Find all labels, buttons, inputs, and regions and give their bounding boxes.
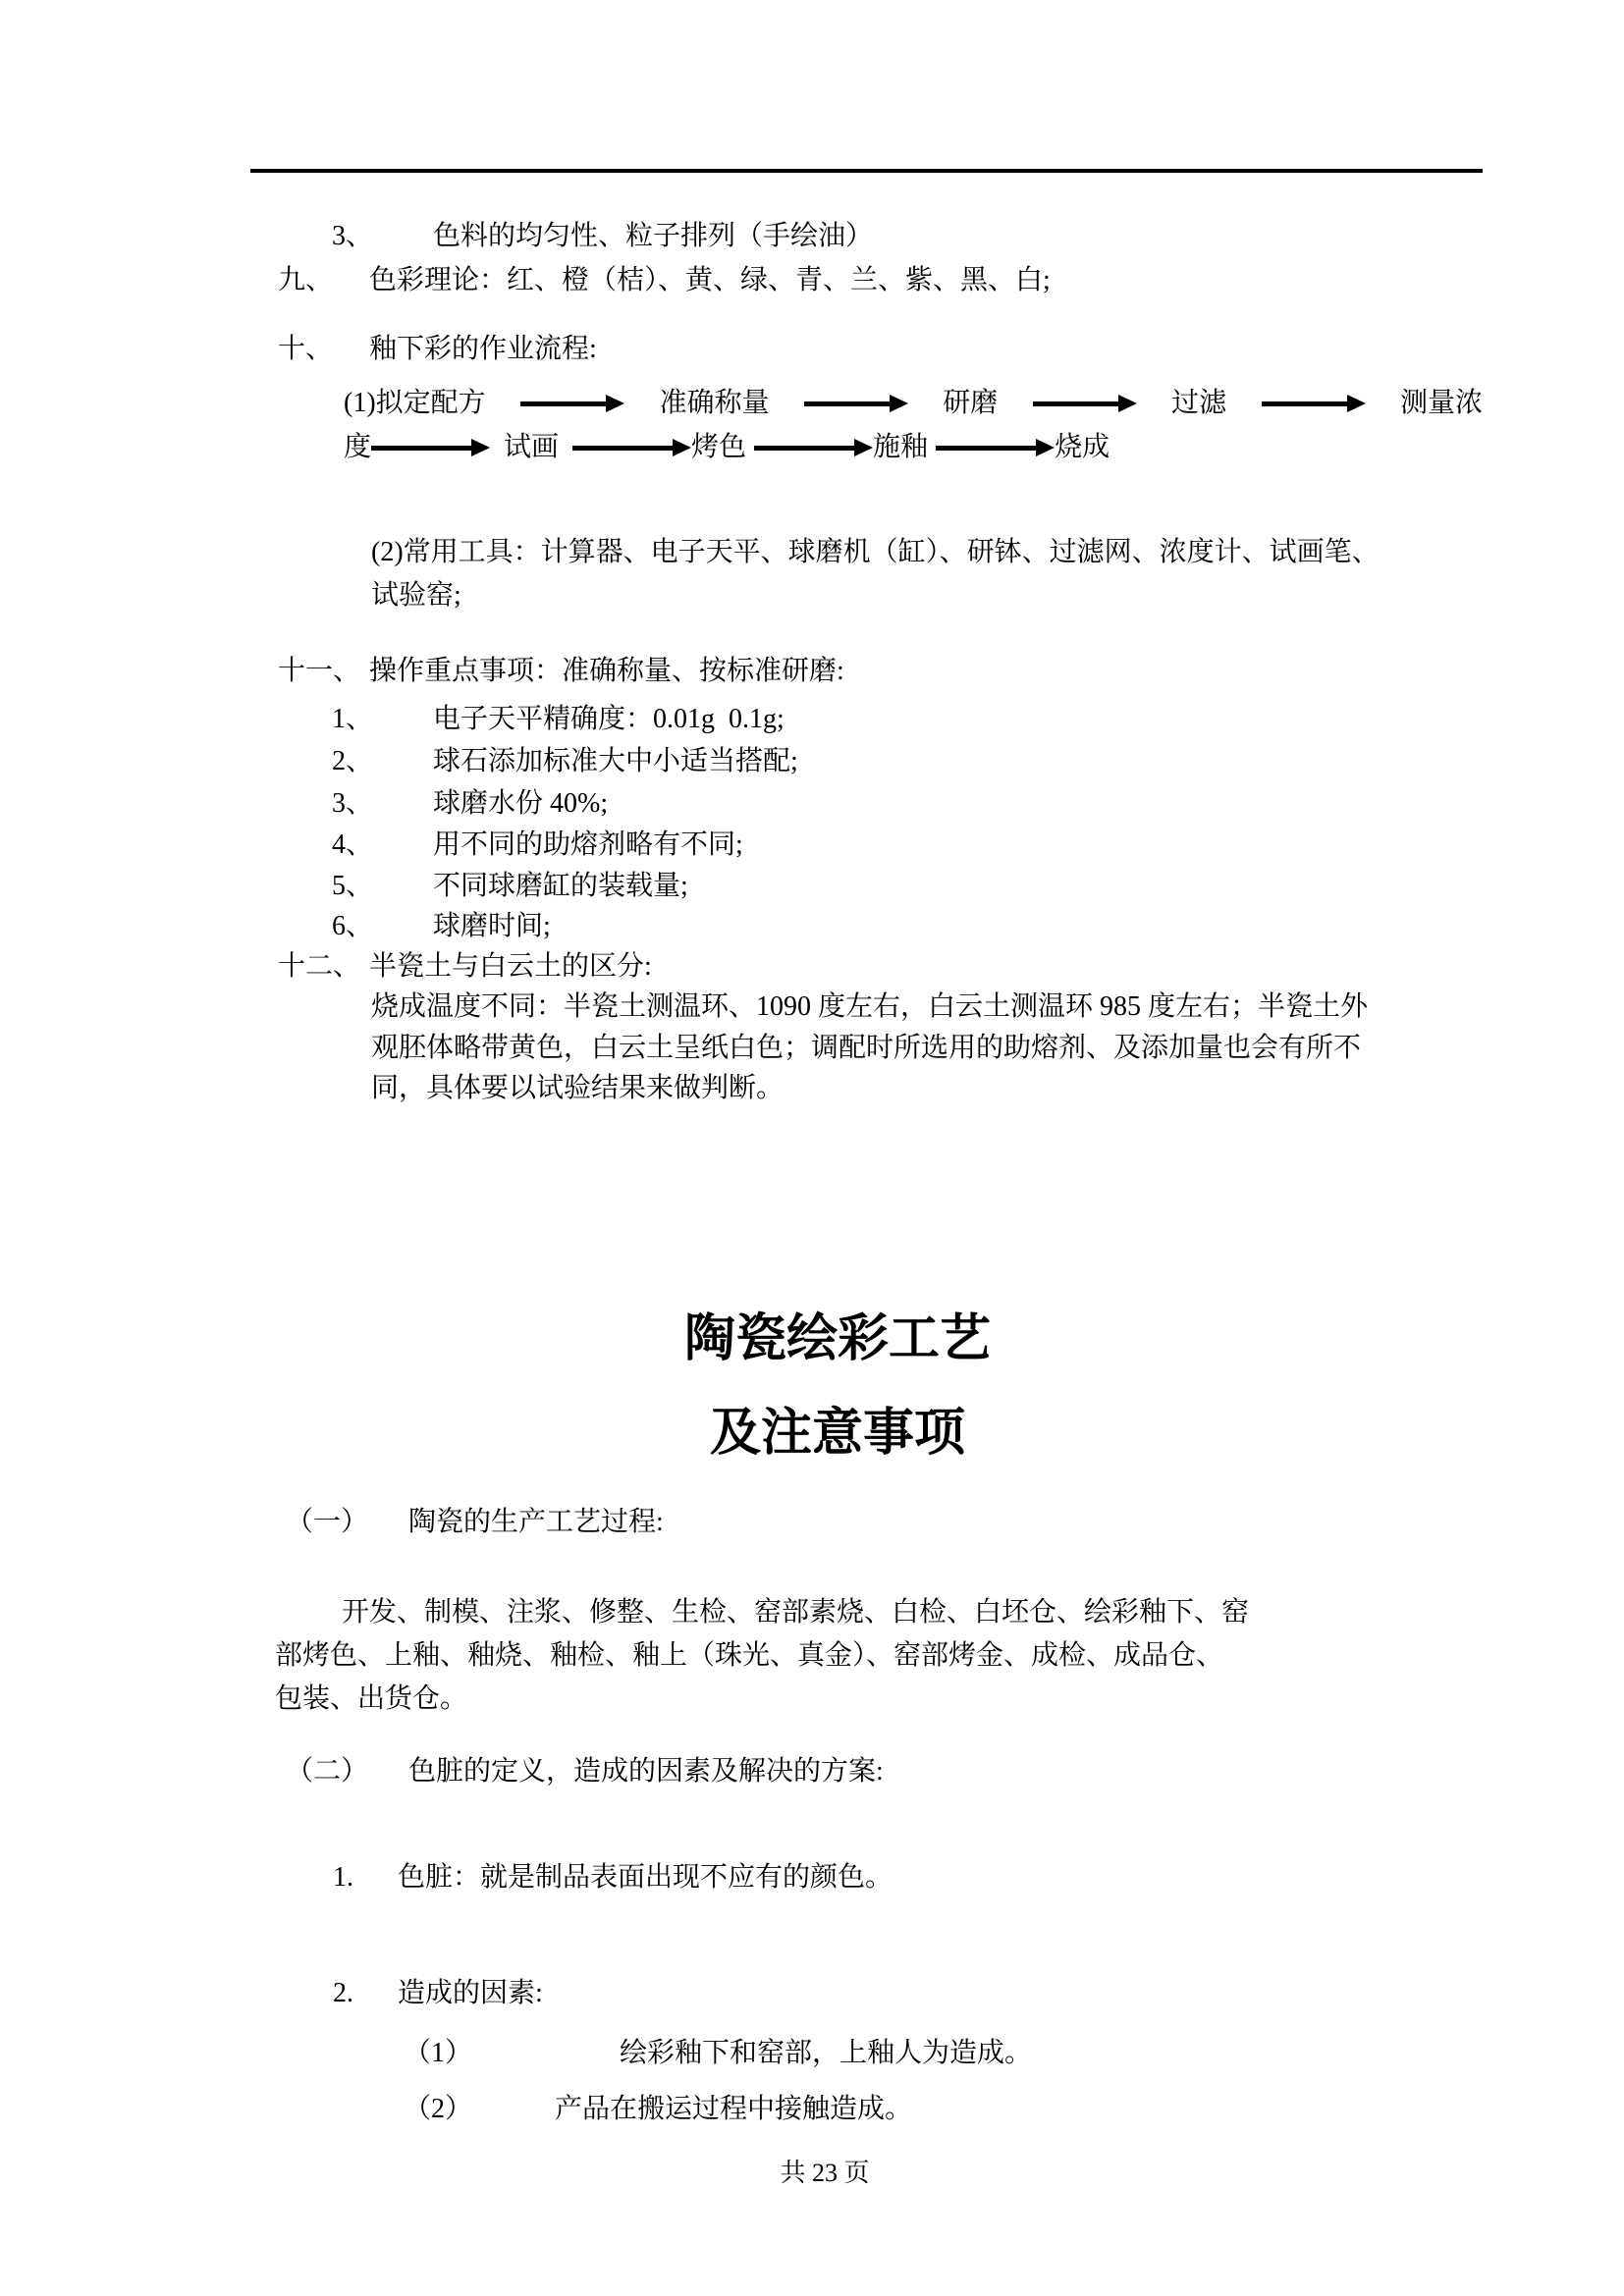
- item-text: 色脏：就是制品表面出现不应有的颜色。: [398, 1862, 893, 1893]
- section-text: 半瓷土与白云土的区分:: [369, 951, 652, 982]
- numbered-item-1: [305, 1828, 893, 1928]
- page-footer: [0, 2126, 1624, 2220]
- arrow-shaft: [754, 446, 854, 451]
- paragraph-line: [344, 1039, 784, 1139]
- arrow-right-icon: [1262, 395, 1366, 412]
- arrow-right-icon: [804, 395, 908, 412]
- flow-step: (1)拟定配方: [344, 388, 486, 418]
- arrow-shaft: [1262, 401, 1347, 406]
- list-item-number: 3、: [332, 788, 374, 819]
- sub-item-text: 绘彩釉下和窑部，上釉人为造成。: [620, 2038, 1033, 2068]
- item-text: 造成的因素:: [398, 1978, 543, 2008]
- list-item-number: 1、: [332, 704, 374, 734]
- paragraph-text: 观胚体略带黄色，白云土呈纸白色；调配时所选用的助熔剂、及添加量也会有所不: [371, 1033, 1362, 1063]
- part-number: （二）: [286, 1756, 369, 1787]
- section-text: 釉下彩的作业流程:: [369, 334, 597, 364]
- list-item-text: 色料的均匀性、粒子排列（手绘油）: [433, 221, 874, 251]
- arrow-shaft: [371, 446, 471, 451]
- arrow-head: [1118, 395, 1137, 412]
- tools-line-1: [344, 503, 1380, 603]
- part-heading-text: 色脏的定义，造成的因素及解决的方案:: [408, 1756, 884, 1787]
- sub-item-number: （2）: [404, 2094, 473, 2124]
- section-text: 操作重点事项：准确称量、按标准研磨:: [369, 656, 844, 686]
- page-count-text: 共 23 页: [780, 2159, 870, 2187]
- flow-row-2: [344, 430, 1110, 465]
- flow-step: 研磨: [943, 388, 999, 418]
- arrow-head: [890, 395, 908, 412]
- flow-step: 烤色: [691, 432, 747, 462]
- section-number: 九、: [278, 265, 334, 295]
- flow-step: 施釉: [873, 432, 929, 462]
- paragraph-text: 包装、出货仓。: [275, 1683, 468, 1714]
- list-item-text: 球磨时间;: [433, 911, 551, 941]
- part-1-heading: [258, 1472, 664, 1573]
- section-number: 十二、: [278, 951, 361, 982]
- list-item-number: 6、: [332, 911, 374, 941]
- list-item-text: 电子天平精确度：0.01g 0.1g;: [433, 704, 785, 734]
- arrow-right-icon: [520, 395, 624, 412]
- item-number: 2.: [333, 1978, 353, 2008]
- flow-step: 测量浓: [1399, 388, 1483, 418]
- arrow-head: [854, 439, 873, 456]
- paragraph-text: 部烤色、上釉、釉烧、釉检、釉上（珠光、真金）、窑部烤金、成检、成品仓、: [275, 1640, 1224, 1671]
- flow-step: 准确称量: [659, 388, 770, 418]
- list-item-number: 4、: [332, 829, 374, 860]
- header-rule: [250, 169, 1483, 173]
- arrow-right-icon: [371, 439, 490, 456]
- section-text: 色彩理论：红、橙（桔）、黄、绿、青、兰、紫、黑、白;: [369, 265, 1051, 295]
- tools-text: 试验窑;: [371, 580, 461, 611]
- flow-step: 试画: [504, 432, 560, 462]
- flow-row-1: [344, 386, 1483, 421]
- flow-step: 烧成: [1055, 432, 1110, 462]
- section-10: [250, 299, 597, 400]
- arrow-shaft: [936, 446, 1036, 451]
- list-item-text: 用不同的助熔剂略有不同;: [433, 829, 743, 860]
- arrow-head: [471, 439, 490, 456]
- section-number: 十、: [278, 334, 334, 364]
- part-2-heading: [258, 1722, 884, 1822]
- document-title-line-2: [0, 1343, 1624, 1525]
- list-item-number: 3、: [332, 221, 374, 251]
- arrow-shaft: [572, 446, 673, 451]
- item-number: 1.: [333, 1862, 353, 1893]
- arrow-right-icon: [1033, 395, 1137, 412]
- list-item-text: 不同球磨缸的装载量;: [433, 871, 688, 901]
- list-item-number: 2、: [332, 746, 374, 776]
- sub-item-number: （1）: [404, 2038, 473, 2068]
- flow-step: 过滤: [1171, 388, 1227, 418]
- arrow-head: [1347, 395, 1366, 412]
- title-text: 陶瓷绘彩工艺: [683, 1311, 991, 1367]
- flow-step: 度: [344, 432, 372, 462]
- arrow-shaft: [520, 401, 606, 406]
- arrow-head: [606, 395, 624, 412]
- list-item-number: 5、: [332, 871, 374, 901]
- title-text: 及注意事项: [709, 1406, 965, 1462]
- paragraph-text: 同，具体要以试验结果来做判断。: [371, 1073, 785, 1103]
- list-item-text: 球石添加标准大中小适当搭配;: [433, 746, 798, 776]
- tools-text: (2)常用工具：计算器、电子天平、球磨机（缸）、研钵、过滤网、浓度计、试画笔、: [371, 537, 1380, 567]
- arrow-right-icon: [572, 439, 691, 456]
- part-heading-text: 陶瓷的生产工艺过程:: [408, 1507, 664, 1537]
- sub-item-text: 产品在搬运过程中接触造成。: [555, 2094, 913, 2124]
- paragraph-text: 开发、制模、注浆、修整、生检、窑部素烧、白检、白坯仓、绘彩釉下、窑: [342, 1597, 1250, 1628]
- arrow-right-icon: [936, 439, 1055, 456]
- arrow-shaft: [1033, 401, 1118, 406]
- arrow-right-icon: [754, 439, 873, 456]
- list-item-text: 球磨水份 40%;: [433, 788, 609, 819]
- arrow-head: [673, 439, 691, 456]
- paragraph-text: 烧成温度不同：半瓷土测温环、1090 度左右，白云土测温环 985 度左右；半瓷土外: [371, 991, 1369, 1022]
- arrow-shaft: [804, 401, 890, 406]
- section-number: 十一、: [278, 656, 361, 686]
- arrow-head: [1036, 439, 1055, 456]
- part-number: （一）: [286, 1507, 369, 1537]
